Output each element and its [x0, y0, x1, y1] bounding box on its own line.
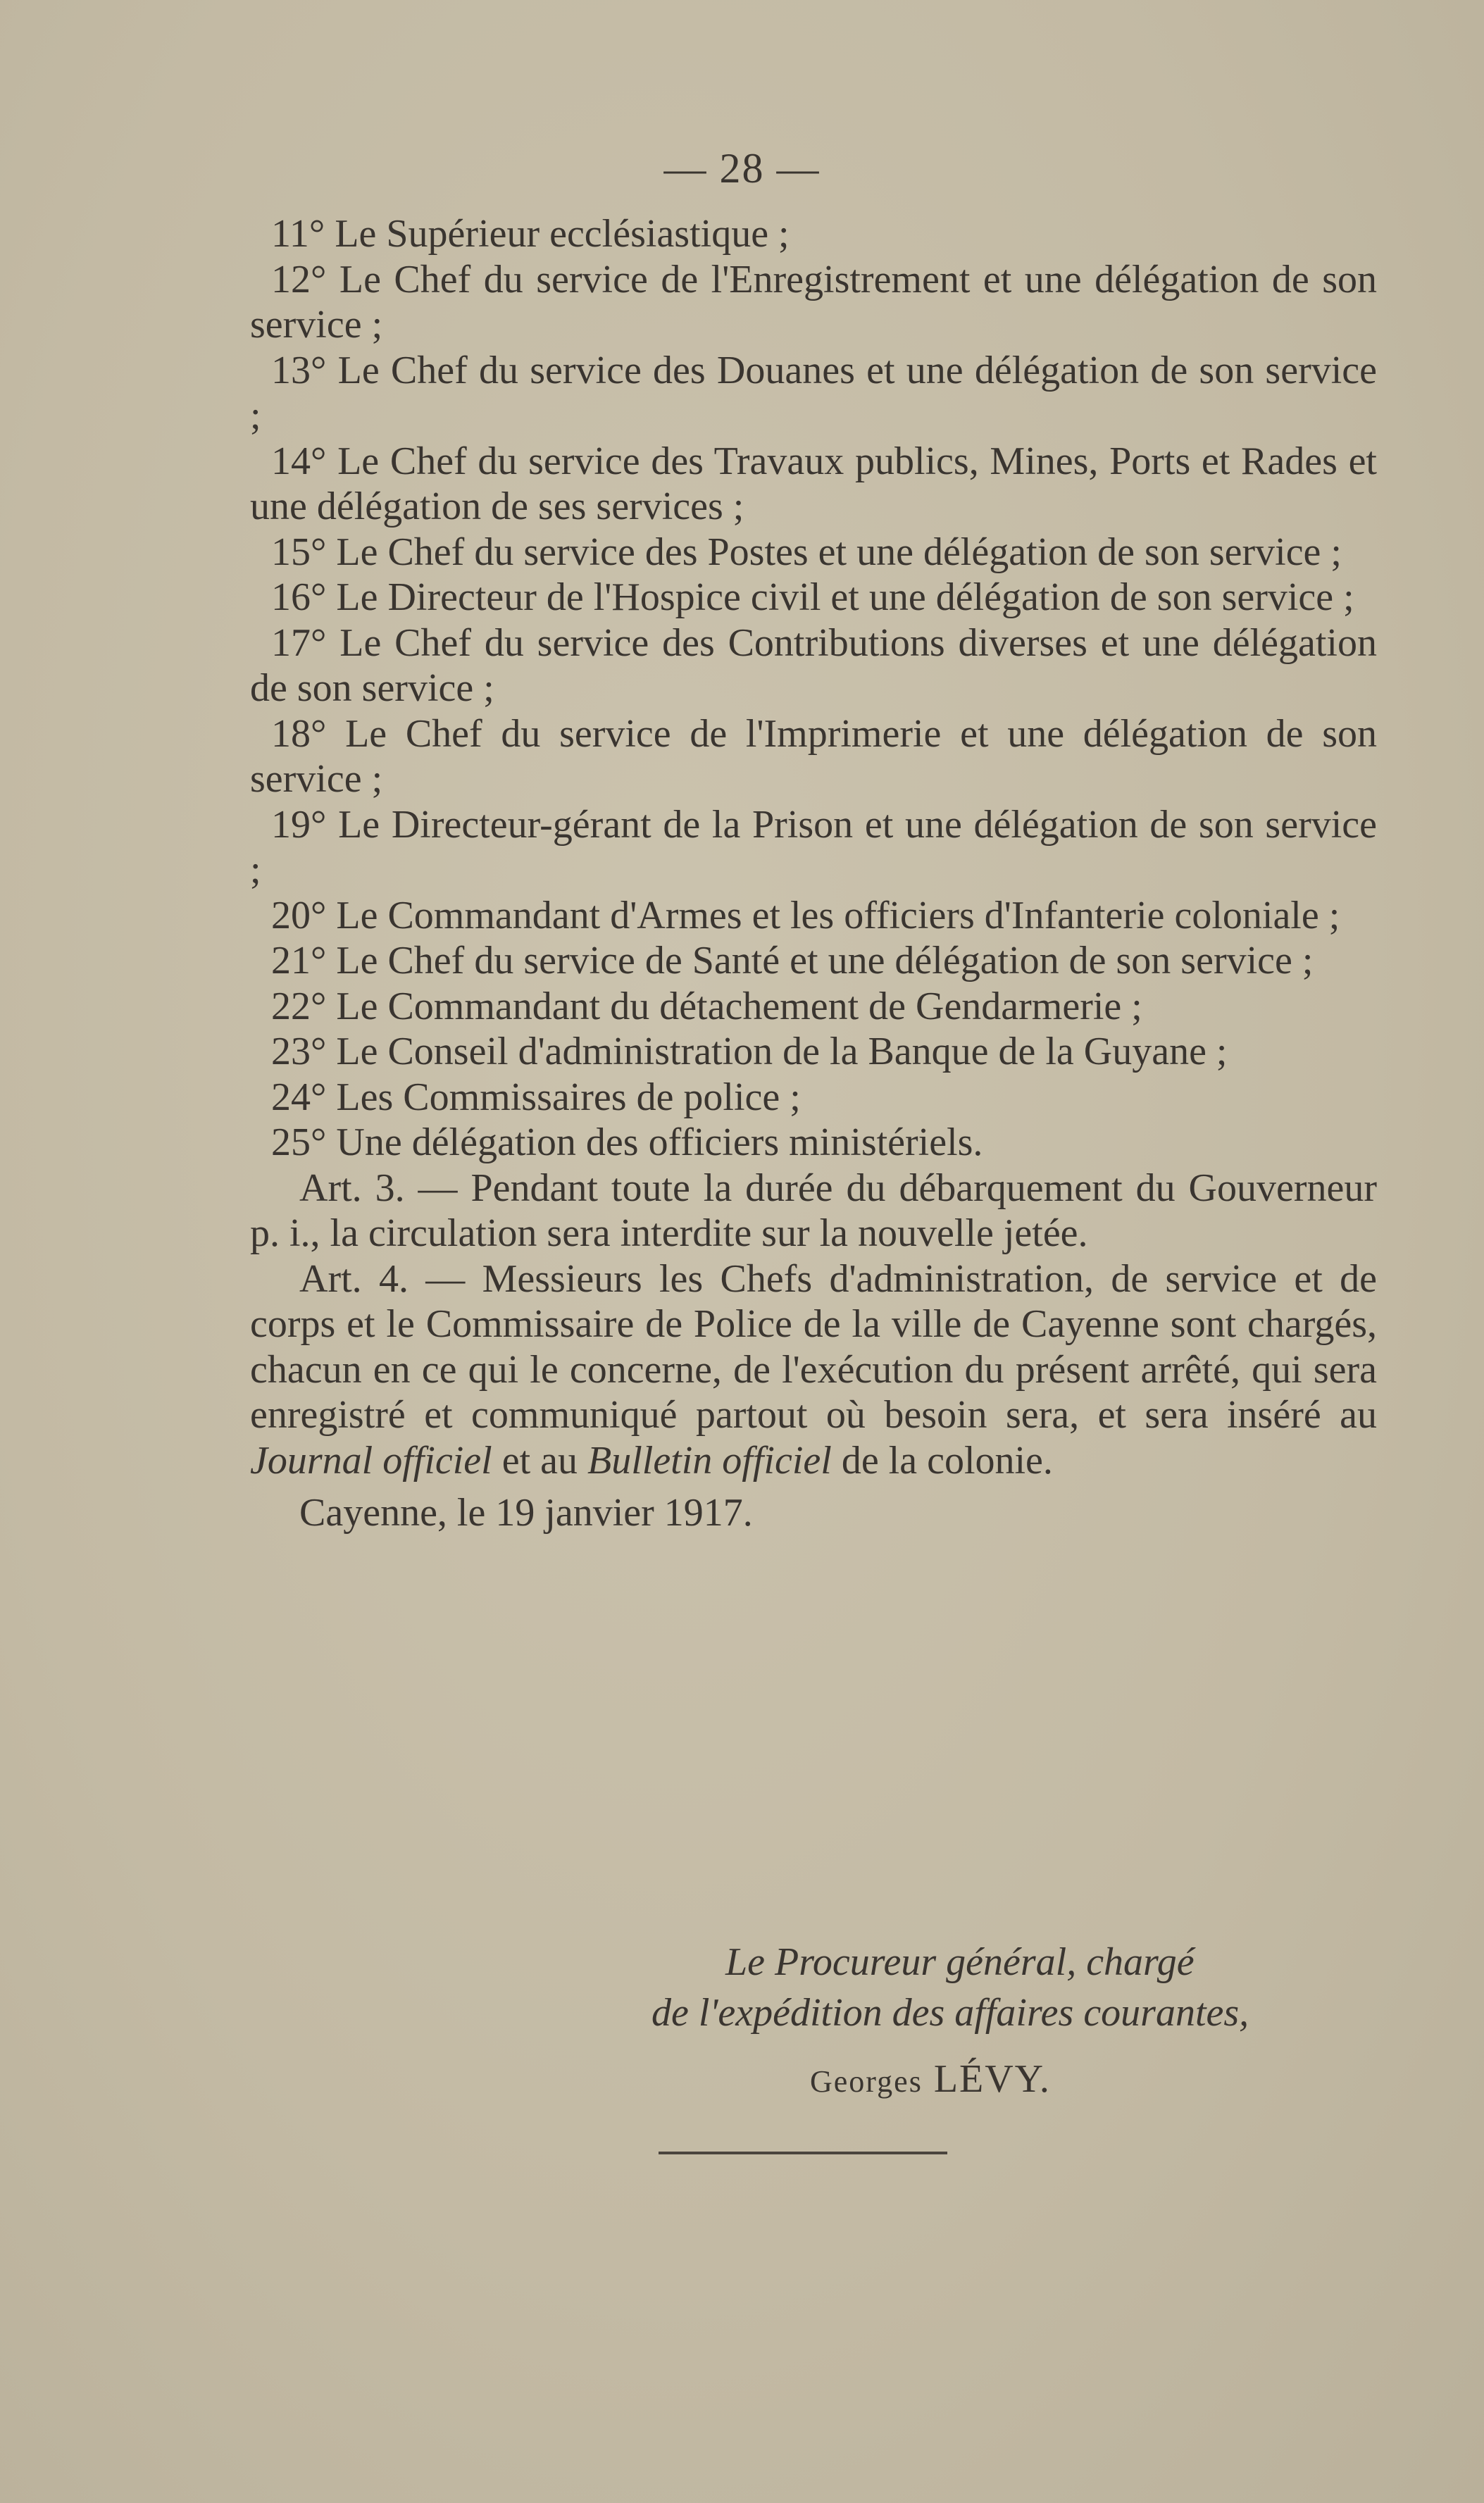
list-item: 15° Le Chef du service des Postes et une délégation de son service ;	[271, 530, 1342, 574]
list-item: 16° Le Directeur de l'Hospice civil et une délégation de son service ;	[271, 575, 1354, 619]
list-item: 19° Le Directeur-gérant de la Prison et une délégation de son service ;	[250, 802, 1377, 892]
date-line: Cayenne, le 19 janvier 1917.	[299, 1491, 753, 1535]
signature-last-name: LÉVY.	[933, 2057, 1051, 2101]
list-item: 12° Le Chef du service de l'Enregistrement et une délégation de son service ;	[250, 257, 1377, 347]
journal-officiel: Journal officiel	[250, 1438, 492, 1483]
list-item: 25° Une délégation des officiers ministériels.	[271, 1121, 983, 1164]
signature-title: Le Procureur général, chargé	[725, 1940, 1195, 1984]
signature-subtitle: de l'expédition des affaires courantes,	[651, 1991, 1249, 2035]
article-3: Art. 3. — Pendant toute la durée du débarquement du Gouverneur p. i., la circulation sera interdite sur la nouvelle jetée.	[250, 1166, 1377, 1255]
document-body	[250, 211, 1377, 1536]
article-4-text: Art. 4. — Messieurs les Chefs d'administration, de service et de corps et le Commissaire de Police de la ville de Cayenne sont chargés, chacun en ce qui le concerne, de l'exécution du présent arrêté, qui sera enregistré et communiqué partout où besoin sera, et sera inséré au	[250, 1256, 1377, 1437]
closing-rule	[659, 2152, 947, 2154]
article-4	[250, 1256, 1377, 1484]
list-item: 20° Le Commandant d'Armes et les officiers d'Infanterie coloniale ;	[271, 893, 1340, 937]
list-item: 22° Le Commandant du détachement de Gendarmerie ;	[271, 984, 1142, 1028]
bulletin-officiel: Bulletin officiel	[587, 1438, 832, 1483]
signature-name	[0, 2054, 1484, 2107]
list-item: 13° Le Chef du service des Douanes et une délégation de son service ;	[250, 348, 1377, 437]
list-item: 14° Le Chef du service des Travaux publics, Mines, Ports et Rades et une délégation de ses services ;	[250, 439, 1377, 528]
page-number: — 28 —	[663, 145, 821, 192]
article-4-text: de la colonie.	[831, 1438, 1053, 1483]
signature-block	[0, 1937, 1484, 2107]
list-item: 23° Le Conseil d'administration de la Banque de la Guyane ;	[271, 1030, 1228, 1073]
article-4-text: et au	[492, 1438, 587, 1483]
list-item: 24° Les Commissaires de police ;	[271, 1075, 801, 1119]
list-item: 11° Le Supérieur ecclésiastique ;	[271, 212, 790, 256]
list-item: 18° Le Chef du service de l'Imprimerie et une délégation de son service ;	[250, 711, 1377, 801]
list-item: 17° Le Chef du service des Contributions diverses et une délégation de son service ;	[250, 620, 1377, 710]
list-item: 21° Le Chef du service de Santé et une délégation de son service ;	[271, 939, 1314, 982]
signature-first-name: Georges	[810, 2064, 923, 2099]
